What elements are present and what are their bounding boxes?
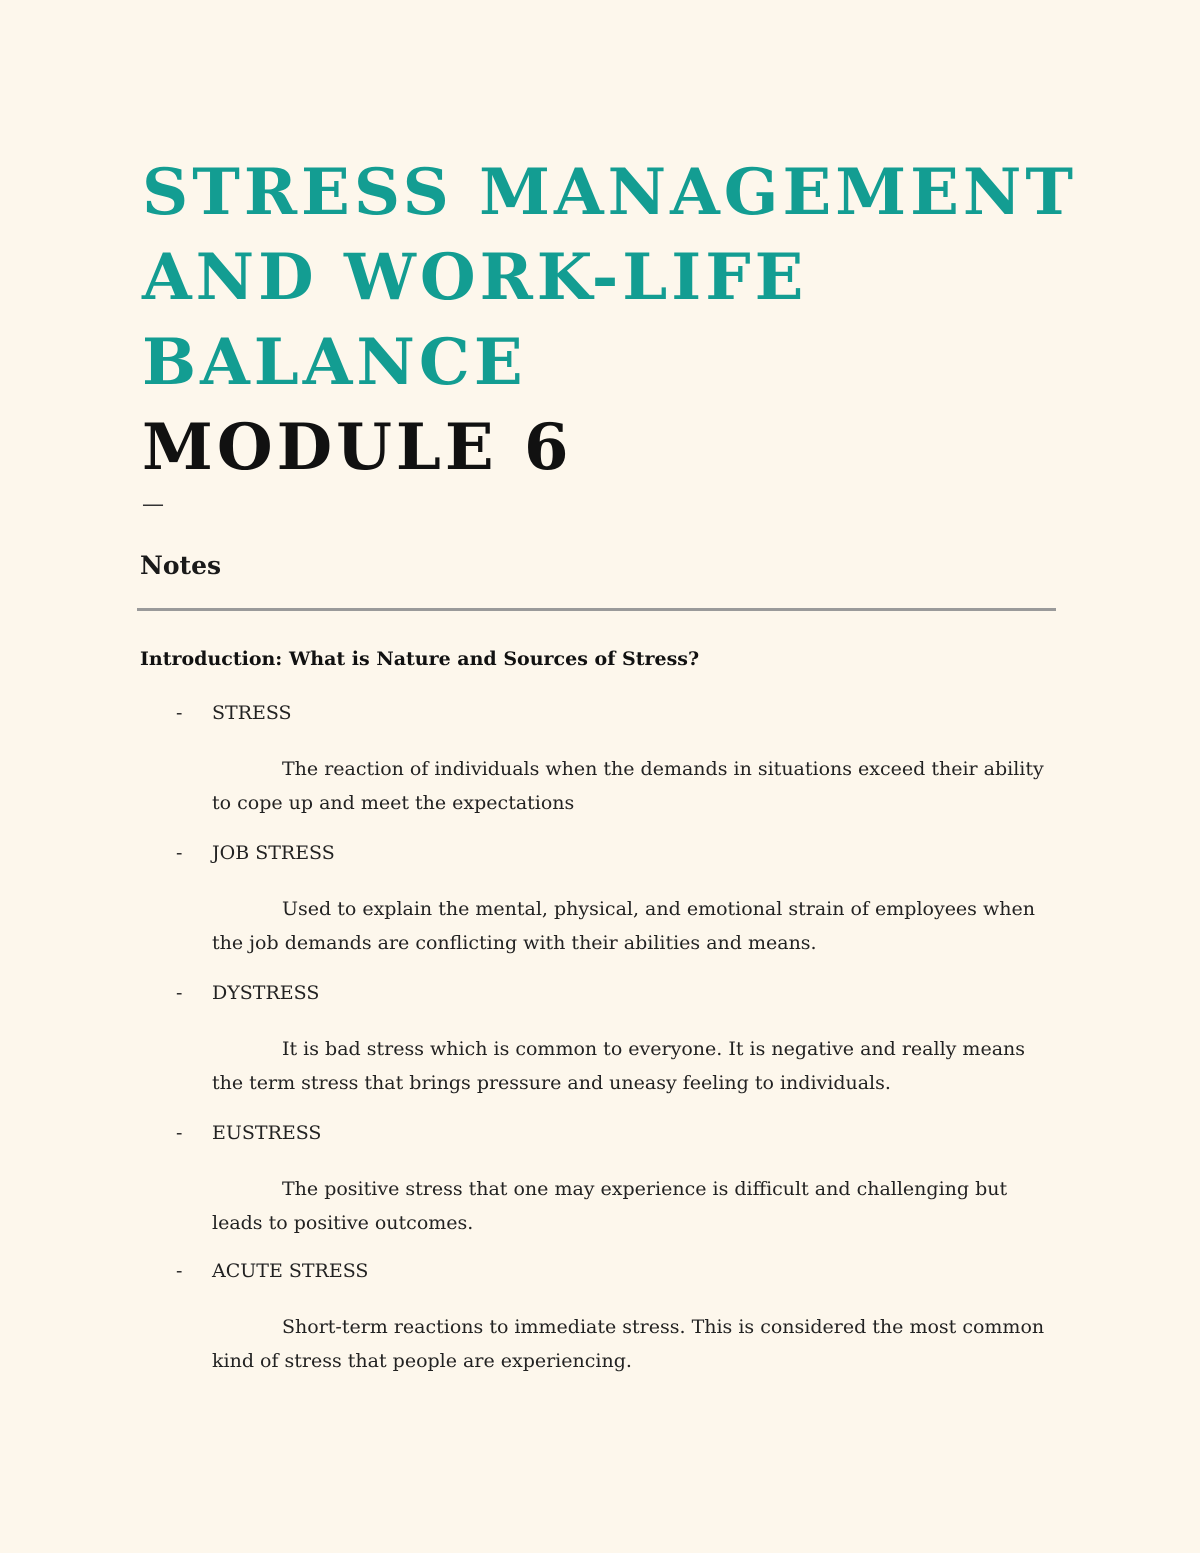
title-line-1: STRESS MANAGEMENT bbox=[142, 155, 1077, 230]
term-definition: It is bad stress which is common to everyone. It is negative and really means the term stress that brings pressure and uneasy feeling to individuals. bbox=[212, 1038, 1026, 1094]
term-name: EUSTRESS bbox=[212, 1122, 322, 1144]
term-bullet: - bbox=[176, 1122, 183, 1144]
term-bullet: - bbox=[176, 842, 183, 864]
term-definition: The reaction of individuals when the demands in situations exceed their ability to cope up and meet the expectations bbox=[212, 758, 1044, 814]
term-definition: Used to explain the mental, physical, and emotional strain of employees when the job demands are conflicting with their abilities and means. bbox=[212, 898, 1035, 954]
term-name: ACUTE STRESS bbox=[212, 1260, 369, 1282]
term-name: STRESS bbox=[212, 702, 292, 724]
title-line-3: BALANCE bbox=[142, 325, 527, 400]
horizontal-rule bbox=[137, 608, 1056, 611]
term-name: JOB STRESS bbox=[212, 842, 335, 864]
term-bullet: - bbox=[176, 702, 183, 724]
title-dash: — bbox=[142, 492, 164, 517]
term-definition: The positive stress that one may experience is difficult and challenging but leads to positive outcomes. bbox=[212, 1178, 1008, 1234]
term-definition: Short-term reactions to immediate stress. This is considered the most common kind of stress that people are experiencing. bbox=[212, 1316, 1045, 1372]
intro-heading: Introduction: What is Nature and Sources of Stress? bbox=[140, 648, 700, 670]
term-bullet: - bbox=[176, 982, 183, 1004]
title-block bbox=[142, 150, 1077, 490]
module-label: MODULE 6 bbox=[142, 410, 573, 485]
notes-heading: Notes bbox=[140, 551, 222, 580]
term-bullet: - bbox=[176, 1260, 183, 1282]
title-line-2: AND WORK-LIFE bbox=[142, 240, 808, 315]
term-name: DYSTRESS bbox=[212, 982, 320, 1004]
